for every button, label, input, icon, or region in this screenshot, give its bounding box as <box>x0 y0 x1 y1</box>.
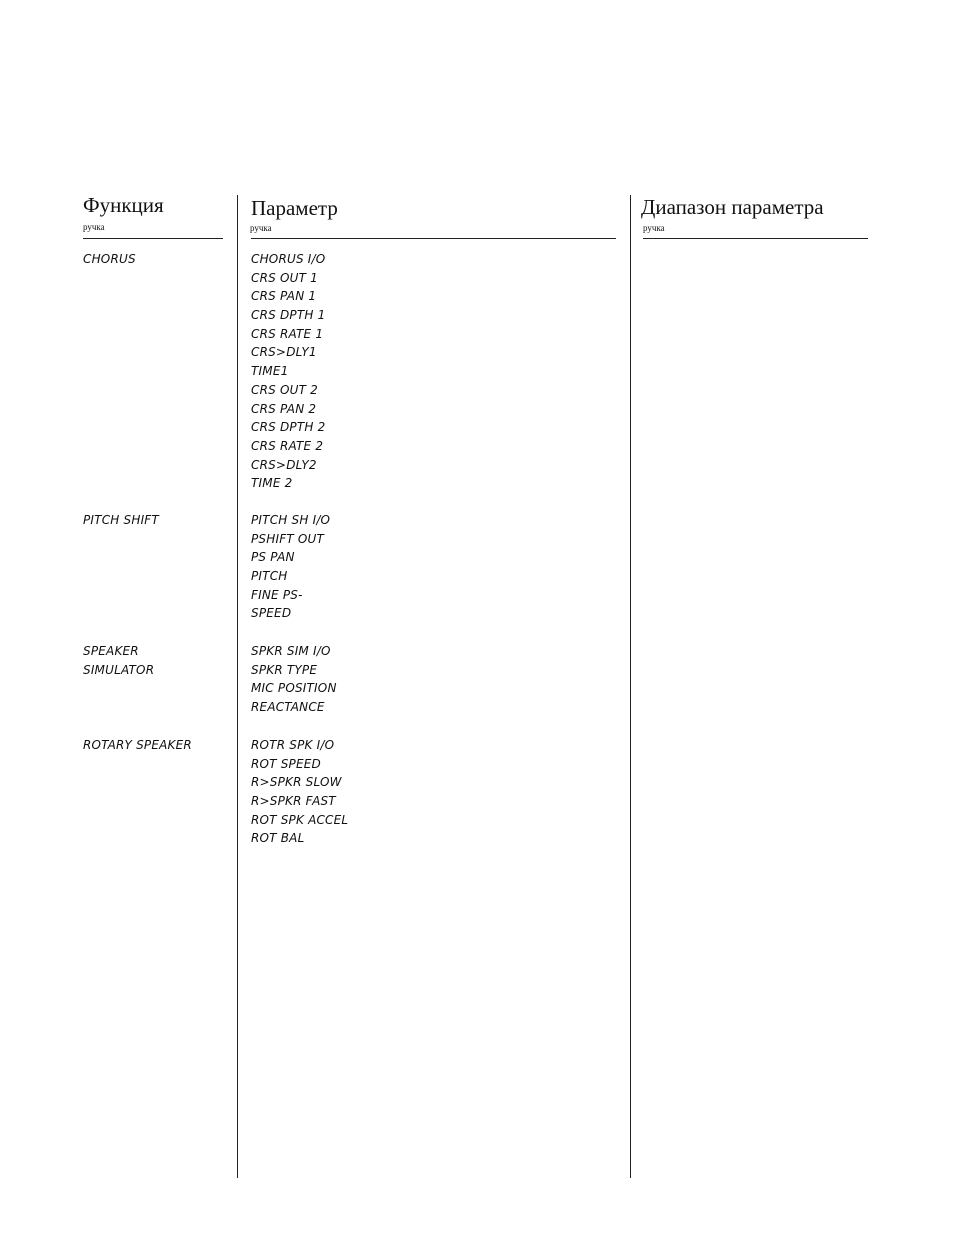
parameter-item: PS PAN <box>251 550 295 565</box>
parameter-item: SPKR TYPE <box>251 662 318 677</box>
parameter-item: TIME 2 <box>251 476 293 491</box>
function-group-rotary-speaker <box>83 736 233 755</box>
parameter-item: CRS DPTH 2 <box>251 420 326 435</box>
function-group-speaker-simulator <box>83 642 233 679</box>
function-label: SPEAKER <box>83 644 139 658</box>
parameter-header-rule <box>251 238 616 239</box>
parameter-list-speaker-simulator <box>251 642 611 717</box>
parameter-item: ROT SPK ACCEL <box>251 812 349 827</box>
parameter-list-pitch-shift <box>251 511 611 623</box>
parameter-item: CHORUS I/O <box>251 252 326 266</box>
function-label: CHORUS <box>83 252 136 266</box>
range-column-subtitle: ручка <box>643 223 665 233</box>
parameter-item: ROT SPEED <box>251 756 321 771</box>
parameter-column-subtitle: ручка <box>250 223 272 233</box>
parameter-item: ROT BAL <box>251 831 305 846</box>
parameter-item: ROTR SPK I/O <box>251 738 335 752</box>
function-label: SIMULATOR <box>83 662 155 677</box>
parameter-item: PITCH <box>251 569 288 584</box>
parameter-item: PITCH SH I/O <box>251 513 331 527</box>
parameter-item: CRS>DLY2 <box>251 457 317 472</box>
parameter-item: R>SPKR FAST <box>251 794 336 809</box>
function-label: PITCH SHIFT <box>83 513 159 527</box>
range-header-rule <box>643 238 868 239</box>
parameter-item: CRS PAN 2 <box>251 401 317 416</box>
function-column-title: Функция <box>83 193 164 217</box>
parameter-item: CRS OUT 1 <box>251 270 318 285</box>
parameter-item: REACTANCE <box>251 700 325 715</box>
function-label: ROTARY SPEAKER <box>83 738 192 752</box>
function-group-pitch-shift <box>83 511 233 530</box>
parameter-list-rotary-speaker <box>251 736 611 848</box>
function-column-subtitle: ручка <box>83 222 105 232</box>
parameter-item: PSHIFT OUT <box>251 531 325 546</box>
function-header-rule <box>83 238 223 239</box>
parameter-item: R>SPKR SLOW <box>251 775 342 790</box>
parameter-item: SPEED <box>251 606 292 621</box>
parameter-item: CRS RATE 1 <box>251 326 324 341</box>
parameter-item: CRS PAN 1 <box>251 289 317 304</box>
parameter-item: MIC POSITION <box>251 681 337 696</box>
range-column-title: Диапазон параметра <box>641 195 824 219</box>
parameter-item: SPKR SIM I/O <box>251 644 331 658</box>
parameter-item: CRS DPTH 1 <box>251 308 326 323</box>
parameter-item: CRS RATE 2 <box>251 438 324 453</box>
parameter-list-chorus <box>251 250 611 493</box>
divider-function-parameter <box>237 195 238 1178</box>
function-group-chorus <box>83 250 233 269</box>
parameter-item: CRS>DLY1 <box>251 345 317 360</box>
parameter-item: TIME1 <box>251 364 289 379</box>
parameter-column-title: Параметр <box>251 196 338 220</box>
parameter-item: CRS OUT 2 <box>251 382 318 397</box>
parameter-item: FINE PS- <box>251 587 303 602</box>
divider-parameter-range <box>630 195 631 1178</box>
